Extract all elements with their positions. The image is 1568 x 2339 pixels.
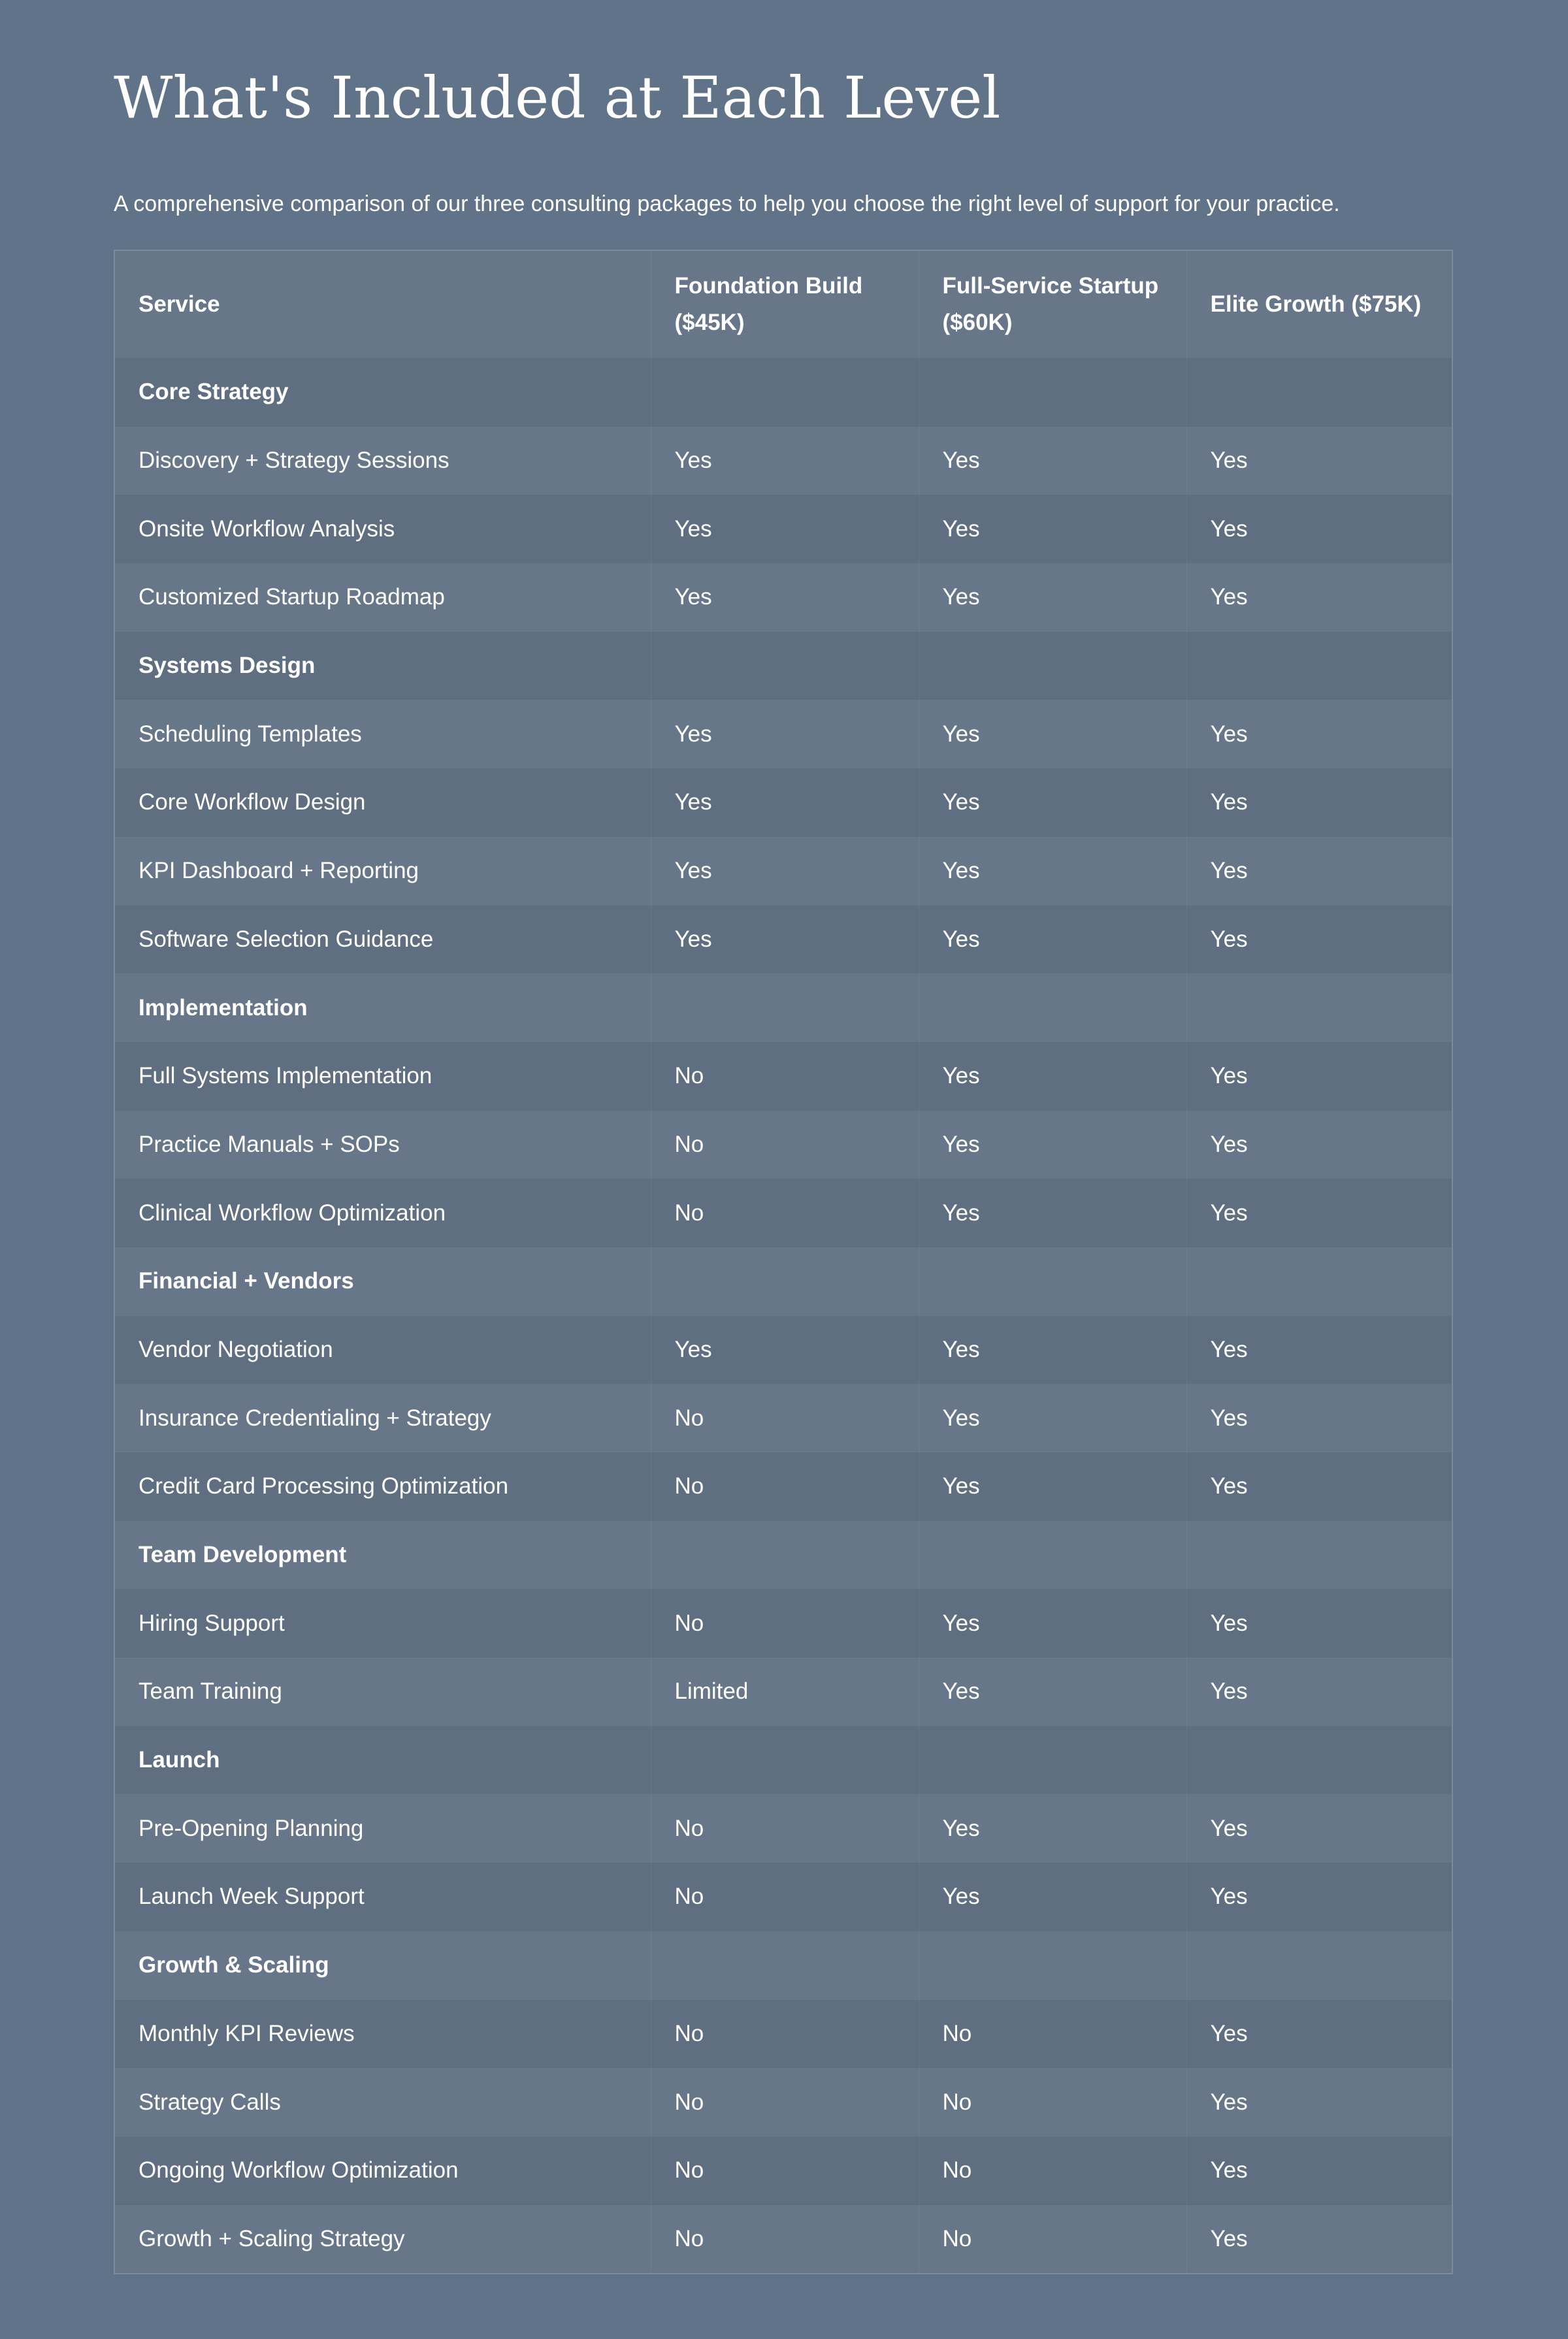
table-row xyxy=(115,1658,1452,1726)
service-cell: Full Systems Implementation xyxy=(115,1042,651,1111)
elite-growth-cell: Yes xyxy=(1186,1042,1452,1111)
elite-growth-cell: Yes xyxy=(1186,1863,1452,1931)
full-service-startup-cell xyxy=(919,1931,1186,2000)
full-service-startup-cell: No xyxy=(919,2205,1186,2274)
elite-growth-cell xyxy=(1186,1931,1452,2000)
foundation-build-cell: Yes xyxy=(651,906,919,974)
table-row xyxy=(115,700,1452,768)
table-row xyxy=(115,1111,1452,1179)
full-service-startup-cell: Yes xyxy=(919,1589,1186,1658)
page-subtitle: A comprehensive comparison of our three consulting packages to help you choose the right level of support for your practice. xyxy=(114,191,1340,216)
full-service-startup-cell: Yes xyxy=(919,1042,1186,1111)
full-service-startup-cell xyxy=(919,973,1186,1042)
service-cell: Onsite Workflow Analysis xyxy=(115,495,651,563)
full-service-startup-cell: No xyxy=(919,2136,1186,2205)
service-cell: Growth + Scaling Strategy xyxy=(115,2205,651,2274)
elite-growth-cell xyxy=(1186,973,1452,1042)
table-row xyxy=(115,1863,1452,1931)
elite-growth-cell: Yes xyxy=(1186,2000,1452,2069)
foundation-build-cell: No xyxy=(651,2205,919,2274)
full-service-startup-cell: Yes xyxy=(919,1316,1186,1384)
table-row xyxy=(115,427,1452,495)
foundation-build-cell xyxy=(651,1247,919,1316)
service-cell: Hiring Support xyxy=(115,1589,651,1658)
foundation-build-cell xyxy=(651,973,919,1042)
foundation-build-cell: No xyxy=(651,1863,919,1931)
foundation-build-cell: No xyxy=(651,1179,919,1247)
full-service-startup-cell: Yes xyxy=(919,700,1186,768)
foundation-build-cell: No xyxy=(651,1111,919,1179)
table-row xyxy=(115,2068,1452,2136)
full-service-startup-cell xyxy=(919,358,1186,427)
elite-growth-cell: Yes xyxy=(1186,495,1452,563)
foundation-build-cell xyxy=(651,358,919,427)
elite-growth-cell: Yes xyxy=(1186,2205,1452,2274)
service-cell: Pre-Opening Planning xyxy=(115,1794,651,1863)
elite-growth-cell: Yes xyxy=(1186,906,1452,974)
header-foundation-build: Foundation Build ($45K) xyxy=(651,251,919,358)
table-row xyxy=(115,1589,1452,1658)
full-service-startup-cell: Yes xyxy=(919,427,1186,495)
service-cell: Practice Manuals + SOPs xyxy=(115,1111,651,1179)
table-row xyxy=(115,768,1452,837)
section-header-row xyxy=(115,973,1452,1042)
foundation-build-cell: Yes xyxy=(651,495,919,563)
elite-growth-cell xyxy=(1186,1726,1452,1795)
service-cell: Monthly KPI Reviews xyxy=(115,2000,651,2069)
header-elite-growth: Elite Growth ($75K) xyxy=(1186,251,1452,358)
table-row xyxy=(115,1316,1452,1384)
section-title: Core Strategy xyxy=(115,358,651,427)
foundation-build-cell: No xyxy=(651,1794,919,1863)
full-service-startup-cell: Yes xyxy=(919,495,1186,563)
foundation-build-cell: Yes xyxy=(651,1316,919,1384)
section-title: Growth & Scaling xyxy=(115,1931,651,2000)
service-cell: Team Training xyxy=(115,1658,651,1726)
service-cell: Strategy Calls xyxy=(115,2068,651,2136)
full-service-startup-cell xyxy=(919,632,1186,700)
full-service-startup-cell: Yes xyxy=(919,837,1186,906)
elite-growth-cell: Yes xyxy=(1186,2136,1452,2205)
service-cell: Vendor Negotiation xyxy=(115,1316,651,1384)
full-service-startup-cell xyxy=(919,1247,1186,1316)
full-service-startup-cell: Yes xyxy=(919,1179,1186,1247)
foundation-build-cell: No xyxy=(651,1589,919,1658)
elite-growth-cell: Yes xyxy=(1186,1452,1452,1521)
elite-growth-cell xyxy=(1186,1247,1452,1316)
table-row xyxy=(115,495,1452,563)
full-service-startup-cell: Yes xyxy=(919,1452,1186,1521)
foundation-build-cell xyxy=(651,1931,919,2000)
elite-growth-cell: Yes xyxy=(1186,2068,1452,2136)
section-title: Systems Design xyxy=(115,632,651,700)
elite-growth-cell: Yes xyxy=(1186,768,1452,837)
page-title: What's Included at Each Level xyxy=(114,64,1001,131)
elite-growth-cell: Yes xyxy=(1186,563,1452,632)
full-service-startup-cell: Yes xyxy=(919,1384,1186,1452)
foundation-build-cell: No xyxy=(651,2000,919,2069)
header-service: Service xyxy=(115,251,651,358)
foundation-build-cell xyxy=(651,632,919,700)
elite-growth-cell xyxy=(1186,1521,1452,1590)
table-row xyxy=(115,1452,1452,1521)
foundation-build-cell xyxy=(651,1521,919,1590)
table-body xyxy=(115,358,1452,2273)
elite-growth-cell: Yes xyxy=(1186,1179,1452,1247)
table-row xyxy=(115,563,1452,632)
service-cell: Scheduling Templates xyxy=(115,700,651,768)
full-service-startup-cell: Yes xyxy=(919,1111,1186,1179)
foundation-build-cell: Yes xyxy=(651,427,919,495)
table-row xyxy=(115,1179,1452,1247)
service-cell: KPI Dashboard + Reporting xyxy=(115,837,651,906)
section-title: Team Development xyxy=(115,1521,651,1590)
foundation-build-cell: No xyxy=(651,1042,919,1111)
foundation-build-cell: Yes xyxy=(651,700,919,768)
service-cell: Discovery + Strategy Sessions xyxy=(115,427,651,495)
foundation-build-cell: Limited xyxy=(651,1658,919,1726)
elite-growth-cell: Yes xyxy=(1186,1316,1452,1384)
section-title: Implementation xyxy=(115,973,651,1042)
full-service-startup-cell: Yes xyxy=(919,1794,1186,1863)
service-cell: Insurance Credentialing + Strategy xyxy=(115,1384,651,1452)
section-header-row xyxy=(115,1726,1452,1795)
table-row xyxy=(115,837,1452,906)
foundation-build-cell xyxy=(651,1726,919,1795)
table-row xyxy=(115,1794,1452,1863)
table-header xyxy=(115,251,1452,358)
foundation-build-cell: No xyxy=(651,2068,919,2136)
elite-growth-cell: Yes xyxy=(1186,1658,1452,1726)
elite-growth-cell: Yes xyxy=(1186,1384,1452,1452)
full-service-startup-cell: Yes xyxy=(919,1658,1186,1726)
service-cell: Core Workflow Design xyxy=(115,768,651,837)
foundation-build-cell: Yes xyxy=(651,837,919,906)
full-service-startup-cell: Yes xyxy=(919,1863,1186,1931)
header-full-service-startup: Full-Service Startup ($60K) xyxy=(919,251,1186,358)
comparison-table-container xyxy=(114,250,1453,2274)
elite-growth-cell: Yes xyxy=(1186,1589,1452,1658)
elite-growth-cell xyxy=(1186,358,1452,427)
service-cell: Customized Startup Roadmap xyxy=(115,563,651,632)
section-header-row xyxy=(115,1931,1452,2000)
header-row xyxy=(115,251,1452,358)
elite-growth-cell: Yes xyxy=(1186,837,1452,906)
foundation-build-cell: No xyxy=(651,1384,919,1452)
service-cell: Ongoing Workflow Optimization xyxy=(115,2136,651,2205)
section-header-row xyxy=(115,632,1452,700)
full-service-startup-cell: Yes xyxy=(919,563,1186,632)
table-row xyxy=(115,2000,1452,2069)
elite-growth-cell: Yes xyxy=(1186,700,1452,768)
service-cell: Launch Week Support xyxy=(115,1863,651,1931)
foundation-build-cell: No xyxy=(651,2136,919,2205)
table-row xyxy=(115,2136,1452,2205)
table-row xyxy=(115,906,1452,974)
elite-growth-cell: Yes xyxy=(1186,1111,1452,1179)
service-cell: Credit Card Processing Optimization xyxy=(115,1452,651,1521)
full-service-startup-cell xyxy=(919,1521,1186,1590)
table-row xyxy=(115,1042,1452,1111)
elite-growth-cell: Yes xyxy=(1186,1794,1452,1863)
table-row xyxy=(115,1384,1452,1452)
foundation-build-cell: Yes xyxy=(651,563,919,632)
foundation-build-cell: Yes xyxy=(651,768,919,837)
elite-growth-cell: Yes xyxy=(1186,427,1452,495)
comparison-table xyxy=(115,251,1452,2273)
table-row xyxy=(115,2205,1452,2274)
foundation-build-cell: No xyxy=(651,1452,919,1521)
full-service-startup-cell: Yes xyxy=(919,906,1186,974)
full-service-startup-cell xyxy=(919,1726,1186,1795)
full-service-startup-cell: Yes xyxy=(919,768,1186,837)
service-cell: Clinical Workflow Optimization xyxy=(115,1179,651,1247)
section-header-row xyxy=(115,358,1452,427)
section-title: Financial + Vendors xyxy=(115,1247,651,1316)
elite-growth-cell xyxy=(1186,632,1452,700)
service-cell: Software Selection Guidance xyxy=(115,906,651,974)
full-service-startup-cell: No xyxy=(919,2000,1186,2069)
section-header-row xyxy=(115,1247,1452,1316)
full-service-startup-cell: No xyxy=(919,2068,1186,2136)
section-header-row xyxy=(115,1521,1452,1590)
section-title: Launch xyxy=(115,1726,651,1795)
